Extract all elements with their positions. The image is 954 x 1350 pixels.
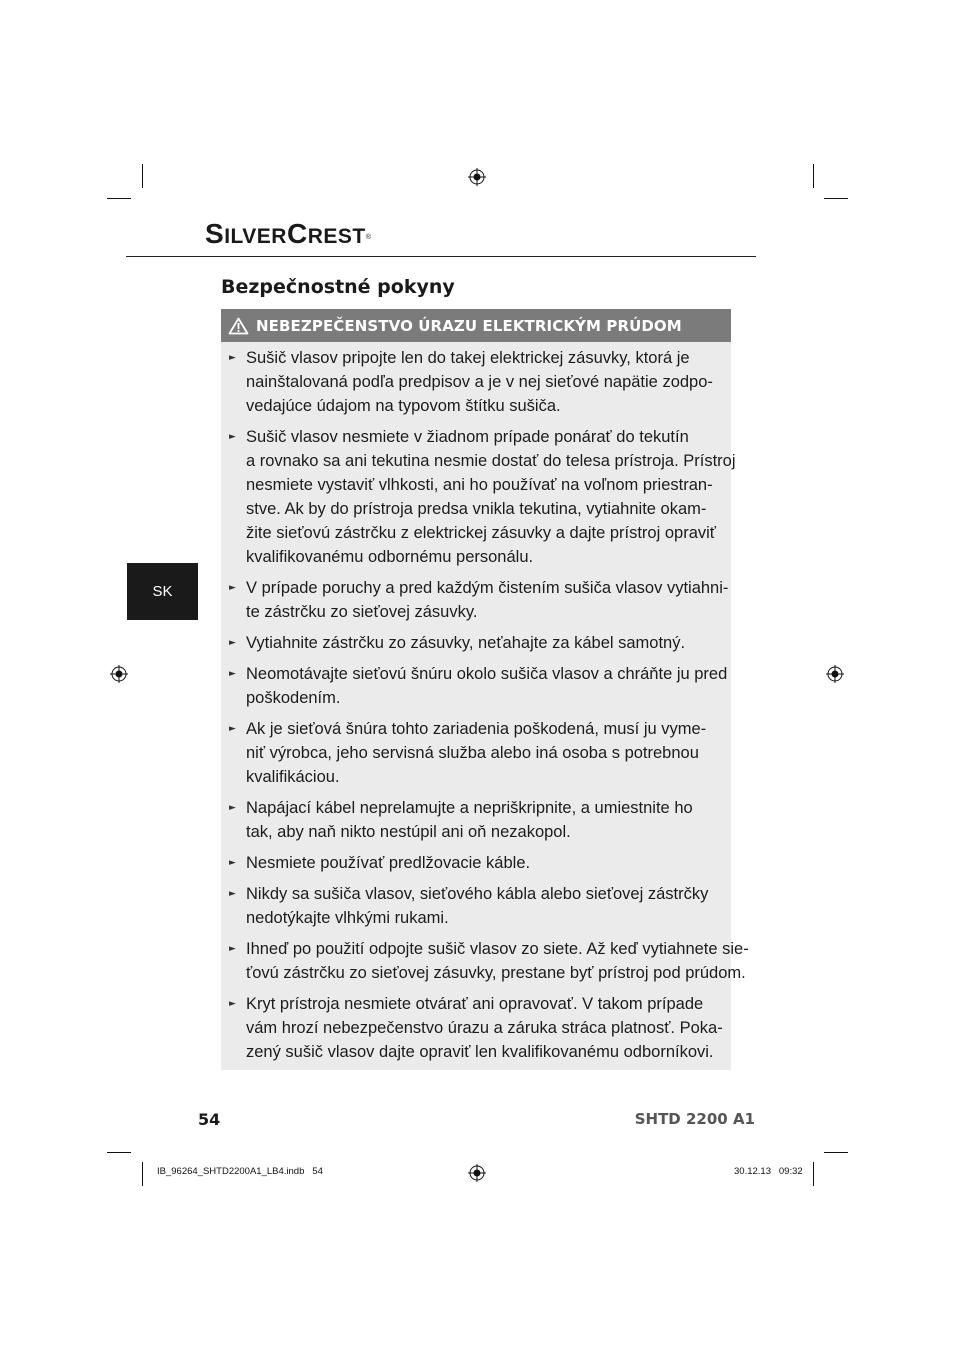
list-item-text: kvalifikáciou. [246, 768, 340, 786]
list-item-text: žite sieťovú zástrčku z elektrickej zásuvky a dajte prístroj opraviť [246, 524, 716, 542]
list-item-text: Nikdy sa sušiča vlasov, sieťového kábla alebo sieťovej zástrčky [246, 885, 709, 903]
registration-mark-icon [468, 168, 486, 186]
crop-mark [813, 164, 814, 188]
list-item-text: zený sušič vlasov dajte opraviť len kvalifikovanému odborníkovi. [246, 1043, 714, 1061]
bullet-arrow-icon: ► [229, 858, 236, 868]
list-item-text: Nesmiete používať predlžovacie káble. [246, 854, 531, 872]
list-item [221, 425, 736, 569]
list-item-text: vám hrozí nebezpečenstvo úrazu a záruka stráca platnosť. Poka- [246, 1019, 723, 1037]
list-item-text: niť výrobca, jeho servisná služba alebo iná osoba s potrebnou [246, 744, 699, 762]
list-item [221, 992, 731, 1064]
list-item-text: nainštalovaná podľa predpisov a je v nej sieťové napätie zodpo- [246, 373, 713, 391]
list-item-text: poškodením. [246, 689, 341, 707]
list-item-text: Ak je sieťová šnúra tohto zariadenia poškodená, musí ju vyme- [246, 720, 707, 738]
list-item [221, 851, 731, 875]
registration-mark-icon [826, 665, 844, 683]
list-item [221, 346, 731, 418]
page-title: Bezpečnostné pokyny [221, 276, 455, 298]
list-item [221, 662, 731, 710]
warning-triangle-icon [228, 317, 249, 335]
list-item-text: Neomotávajte sieťovú šnúru okolo sušiča vlasov a chráňte ju pred [246, 665, 728, 683]
list-item-text: Sušič vlasov pripojte len do takej elektrickej zásuvky, ktorá je [246, 349, 690, 367]
warning-header [221, 309, 731, 342]
list-item-text: tak, aby naň nikto nestúpil ani oň nezakopol. [246, 823, 571, 841]
print-slug-date: 30.12.13 09:32 [734, 1166, 803, 1177]
list-item-text: stve. Ak by do prístroja predsa vnikla tekutina, vytiahnite okam- [246, 500, 707, 518]
page-number: 54 [198, 1110, 221, 1129]
bullet-arrow-icon: ► [229, 432, 236, 442]
list-item-text: V prípade poruchy a pred každým čistením sušiča vlasov vytiahni- [246, 579, 729, 597]
warning-title: NEBEZPEČENSTVO ÚRAZU ELEKTRICKÝM PRÚDOM [256, 316, 682, 335]
list-item [221, 796, 731, 844]
crop-mark [813, 1162, 814, 1186]
crop-mark [107, 198, 131, 199]
language-tab: SK [127, 563, 198, 620]
list-item-text: Kryt prístroja nesmiete otvárať ani opravovať. V takom prípade [246, 995, 704, 1013]
model-number: SHTD 2200 A1 [634, 1110, 755, 1128]
bullet-arrow-icon: ► [229, 583, 236, 593]
bullet-arrow-icon: ► [229, 889, 236, 899]
safety-notice-panel [221, 309, 749, 1070]
print-slug-file: IB_96264_SHTD2200A1_LB4.indb 54 [157, 1166, 323, 1177]
list-item-text: kvalifikovanému odbornému personálu. [246, 548, 534, 566]
header-divider [126, 256, 756, 257]
bullet-arrow-icon: ► [229, 724, 236, 734]
crop-mark [142, 164, 143, 188]
list-item-text: vedajúce údajom na typovom štítku sušiča. [246, 397, 561, 415]
list-item [221, 576, 731, 624]
list-item-text: Ihneď po použití odpojte sušič vlasov zo siete. Až keď vytiahnete sie- [246, 940, 749, 958]
list-item-text: Vytiahnite zástrčku zo zásuvky, neťahajte za kábel samotný. [246, 634, 686, 652]
crop-mark [107, 1152, 131, 1153]
registration-mark-icon [468, 1164, 486, 1182]
list-item [221, 631, 731, 655]
list-item-text: Sušič vlasov nesmiete v žiadnom prípade ponárať do tekutín [246, 428, 689, 446]
crop-mark [824, 198, 848, 199]
list-item-text: ťovú zástrčku zo sieťovej zásuvky, prestane byť prístroj pod prúdom. [246, 964, 746, 982]
list-item [221, 882, 731, 930]
bullet-arrow-icon: ► [229, 944, 236, 954]
brand-logo: SILVERCREST® [205, 218, 372, 249]
list-item-text: te zástrčku zo sieťovej zásuvky. [246, 603, 478, 621]
list-item-text: a rovnako sa ani tekutina nesmie dostať do telesa prístroja. Prístroj [246, 452, 736, 470]
list-item-text: Napájací kábel neprelamujte a nepriškripnite, a umiestnite ho [246, 799, 693, 817]
bullet-arrow-icon: ► [229, 638, 236, 648]
bullet-arrow-icon: ► [229, 803, 236, 813]
bullet-arrow-icon: ► [229, 669, 236, 679]
list-item [221, 717, 731, 789]
list-item-text: nedotýkajte vlhkými rukami. [246, 909, 449, 927]
list-item-text: nesmiete vystaviť vlhkosti, ani ho používať na voľnom priestran- [246, 476, 713, 494]
crop-mark [142, 1162, 143, 1186]
bullet-arrow-icon: ► [229, 353, 236, 363]
list-item [221, 937, 749, 985]
registration-mark-icon [110, 665, 128, 683]
bullet-arrow-icon: ► [229, 999, 236, 1009]
crop-mark [824, 1152, 848, 1153]
